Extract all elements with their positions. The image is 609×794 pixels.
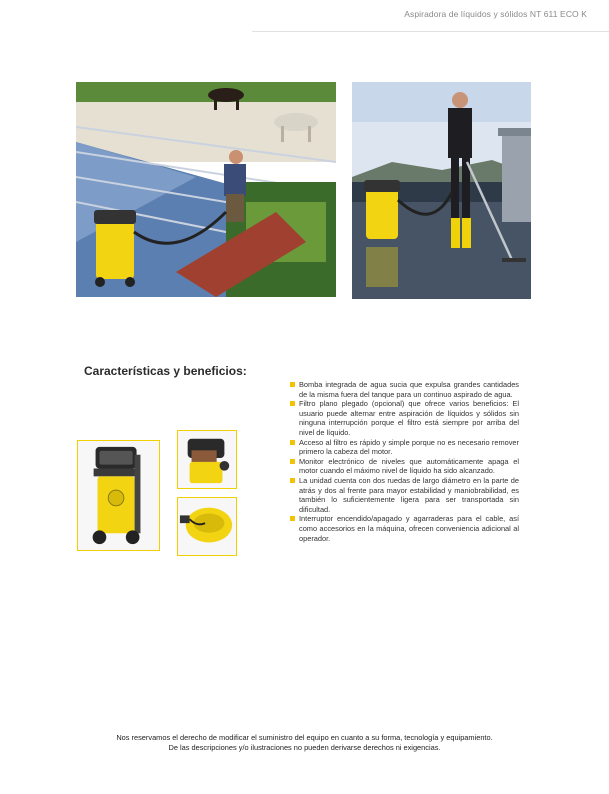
section-heading-features: Características y beneficios: <box>84 364 247 378</box>
bullet-square-icon <box>290 516 295 521</box>
list-item: La unidad cuenta con dos ruedas de largo diámetro en la parte de atrás y dos al frente para mayor estabilidad y maniobrabilidad, es también lo suficientemente ligera para ser transportada sin dificultad. <box>290 476 519 514</box>
product-image-filter-detail <box>177 430 237 489</box>
bullet-square-icon <box>290 401 295 406</box>
disclaimer-line-2: De las descripciones y/o ilustraciones no pueden derivarse derechos ni exigencias. <box>168 743 441 752</box>
bullet-square-icon <box>290 382 295 387</box>
document-title: Aspiradora de líquidos y sólidos NT 611 ECO K <box>404 9 587 19</box>
list-item: Interruptor encendido/apagado y agarraderas para el cable, así como accesorios en la máquina, ofrecen conveniencia adicional al operador. <box>290 514 519 543</box>
bullet-square-icon <box>290 440 295 445</box>
photo-roof-worker-vacuum <box>352 82 531 299</box>
product-image-vacuum-front <box>77 440 160 551</box>
disclaimer-line-1: Nos reservamos el derecho de modificar el suministro del equipo en cuanto a su forma, tecnología y equipamiento. <box>116 733 493 742</box>
header-divider <box>252 31 609 32</box>
list-item: Monitor electrónico de niveles que automáticamente apaga el motor cuando el máximo nivel de líquido ha sido alcanzado. <box>290 457 519 476</box>
product-image-tank-interior <box>177 497 237 556</box>
list-item: Acceso al filtro es rápido y simple porque no es necesario remover primero la cabeza del motor. <box>290 438 519 457</box>
bullet-square-icon <box>290 478 295 483</box>
list-item: Filtro plano plegado (opcional) que ofrece varios beneficios: El usuario puede alternar entre aspiración de líquidos y sólidos sin ninguna interrupción porque el filtro está siempre por arriba del nivel de líquido. <box>290 399 519 437</box>
bullet-square-icon <box>290 459 295 464</box>
photo-farm-worker-vacuum <box>76 82 336 297</box>
list-item: Bomba integrada de agua sucia que expulsa grandes cantidades de la misma fuera del tanque para un continuo aspirado de agua. <box>290 380 519 399</box>
feature-list <box>290 380 519 543</box>
